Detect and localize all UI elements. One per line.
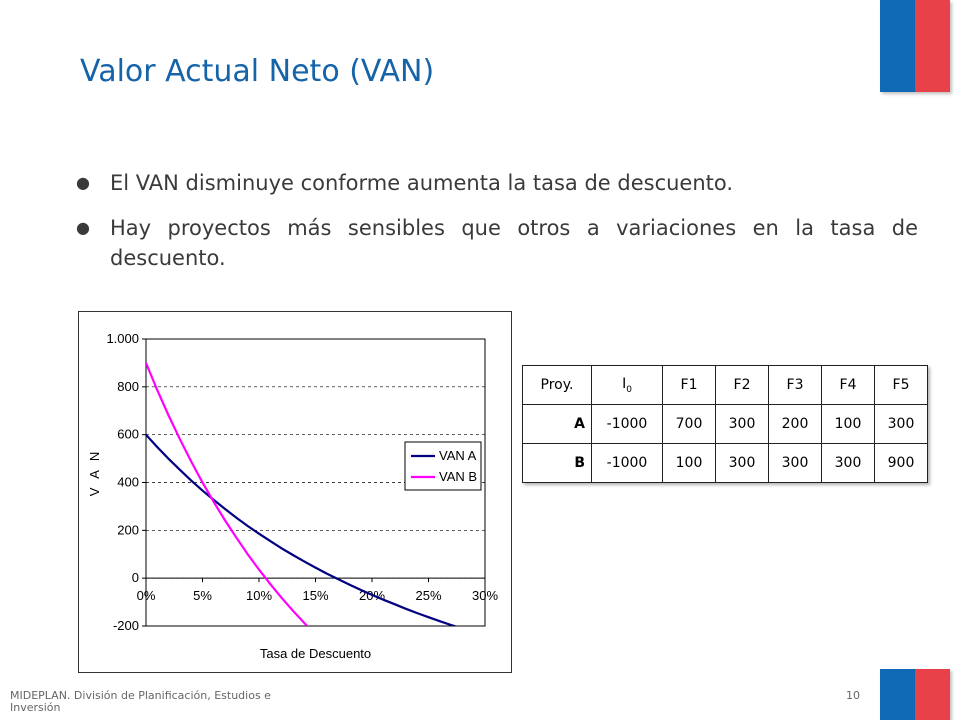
table-cell: 200 bbox=[769, 405, 822, 444]
bullet-item bbox=[76, 213, 918, 273]
x-tick-label: 15% bbox=[302, 588, 329, 604]
table-cell: 300 bbox=[716, 405, 769, 444]
y-tick-label: 800 bbox=[117, 378, 139, 394]
table-cell: -1000 bbox=[592, 405, 663, 444]
table-row bbox=[523, 444, 928, 483]
x-tick-label: 20% bbox=[358, 588, 386, 604]
x-tick-label: 25% bbox=[415, 588, 442, 604]
table-header-cell: F4 bbox=[822, 366, 875, 405]
y-tick-label: 600 bbox=[117, 426, 139, 442]
slide-title: Valor Actual Neto (VAN) bbox=[80, 54, 435, 89]
bullet-text: El VAN disminuye conforme aumenta la tasa de descuento. bbox=[110, 171, 734, 195]
y-tick-label: 400 bbox=[117, 474, 139, 490]
van-chart bbox=[78, 311, 512, 673]
table-cell: 100 bbox=[663, 444, 716, 483]
y-tick-label: 1.000 bbox=[106, 331, 139, 346]
table-header-row bbox=[523, 366, 928, 405]
flag-bottom-decoration bbox=[880, 669, 950, 720]
x-tick-label: 0% bbox=[136, 588, 156, 604]
table-cell: -1000 bbox=[592, 444, 663, 483]
table-cell: 300 bbox=[822, 444, 875, 483]
bullet-text: Hay proyectos más sensibles que otros a variaciones en la tasa de descuento. bbox=[110, 216, 918, 270]
flag-top-decoration bbox=[880, 0, 950, 92]
table-cell: 300 bbox=[716, 444, 769, 483]
table-cell: 100 bbox=[822, 405, 875, 444]
table-row bbox=[523, 405, 928, 444]
flag-red-stripe bbox=[915, 669, 950, 720]
flag-blue-stripe bbox=[880, 669, 915, 720]
table-cell: 300 bbox=[875, 405, 928, 444]
table-cell: A bbox=[523, 405, 592, 444]
chart-canvas bbox=[79, 312, 511, 672]
table-cell: 900 bbox=[875, 444, 928, 483]
bullet-item bbox=[76, 168, 918, 198]
footer-text: MIDEPLAN. División de Planificación, Estudios e Inversión bbox=[10, 689, 271, 714]
flag-red-stripe bbox=[915, 0, 950, 92]
page-number: 10 bbox=[846, 689, 860, 702]
table-header-cell: F1 bbox=[663, 366, 716, 405]
y-tick-label: 200 bbox=[117, 522, 139, 538]
table-cell: B bbox=[523, 444, 592, 483]
table-cell: 300 bbox=[769, 444, 822, 483]
table-header-cell: F3 bbox=[769, 366, 822, 405]
table-cell: 700 bbox=[663, 405, 716, 444]
y-tick-label: 0 bbox=[131, 570, 139, 586]
x-tick-label: 10% bbox=[245, 588, 273, 604]
table-header-cell: $I_0$ bbox=[592, 366, 663, 405]
y-axis-title: V A N bbox=[87, 448, 102, 497]
table-header-cell: Proy. bbox=[523, 366, 592, 405]
y-tick-label: -200 bbox=[112, 618, 139, 633]
projects-table bbox=[522, 365, 928, 483]
legend-label: VAN A bbox=[439, 448, 477, 463]
bullet-dot-icon: ● bbox=[76, 173, 90, 192]
table-header-cell: F5 bbox=[875, 366, 928, 405]
table-header-cell: F2 bbox=[716, 366, 769, 405]
x-tick-label: 5% bbox=[193, 588, 212, 604]
flag-blue-stripe bbox=[880, 0, 915, 92]
x-tick-label: 30% bbox=[471, 588, 499, 604]
bullet-dot-icon: ● bbox=[76, 218, 90, 237]
legend-label: VAN B bbox=[439, 469, 478, 484]
x-axis-title: Tasa de Descuento bbox=[259, 646, 372, 661]
bullet-list bbox=[76, 168, 918, 288]
